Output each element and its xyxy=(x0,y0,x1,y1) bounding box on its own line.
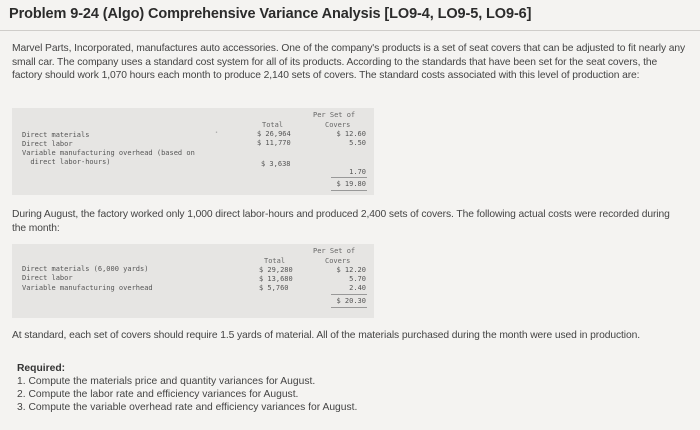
row-total-materials: $ 26,964 xyxy=(257,130,291,138)
row-label-overhead-cont: direct labor-hours) xyxy=(22,158,111,166)
per-set-header-1: Per Set of xyxy=(313,111,356,119)
total-rule xyxy=(331,307,367,308)
problem-title: Problem 9-24 (Algo) Comprehensive Variance Analysis [LO9-4, LO9-5, LO9-6] xyxy=(9,6,532,22)
required-section xyxy=(17,362,357,414)
row-per-labor: 5.50 xyxy=(349,139,366,147)
required-item-3: 3. Compute the variable overhead rate and efficiency variances for August. xyxy=(17,402,358,413)
per-set-total: $ 20.30 xyxy=(336,297,366,305)
row-label-overhead: Variable manufacturing overhead xyxy=(22,284,153,292)
row-label-materials: Direct materials (6,000 yards) xyxy=(22,265,149,273)
row-label-overhead: Variable manufacturing overhead (based on xyxy=(22,149,195,157)
row-label-labor: Direct labor xyxy=(22,274,73,282)
row-total-overhead: $ 5,760 xyxy=(259,284,289,292)
august-paragraph: During August, the factory worked only 1,000 direct labor-hours and produced 2,400 sets of covers. The following actual costs were recorded during the month: xyxy=(12,209,670,234)
row-total-labor: $ 11,770 xyxy=(257,139,291,147)
subtotal-rule xyxy=(331,177,367,178)
dot-marker: • xyxy=(215,130,219,136)
row-label-labor: Direct labor xyxy=(22,140,73,148)
row-per-overhead: 1.70 xyxy=(349,168,366,176)
per-set-header-1: Per Set of xyxy=(313,247,356,255)
required-heading: Required: xyxy=(17,363,66,374)
row-per-overhead: 2.40 xyxy=(349,284,366,292)
standard-cost-table xyxy=(12,108,374,195)
per-set-total: $ 19.80 xyxy=(336,180,366,188)
required-item-1: 1. Compute the materials price and quantity variances for August. xyxy=(17,376,316,387)
actual-cost-table xyxy=(12,244,374,318)
row-label-materials: Direct materials xyxy=(22,131,90,139)
required-item-2: 2. Compute the labor rate and efficiency variances for August. xyxy=(17,389,299,400)
row-per-labor: 5.70 xyxy=(349,275,366,283)
subtotal-rule xyxy=(331,294,367,295)
row-total-overhead: $ 3,638 xyxy=(261,160,291,168)
row-per-materials: $ 12.20 xyxy=(336,266,366,274)
total-header: Total xyxy=(262,121,284,129)
per-set-header-2: Covers xyxy=(325,257,351,265)
per-set-header-2: Covers xyxy=(325,121,351,129)
row-total-materials: $ 29,280 xyxy=(259,266,293,274)
row-total-labor: $ 13,680 xyxy=(259,275,293,283)
intro-paragraph: Marvel Parts, Incorporated, manufactures auto accessories. One of the company's products is a set of seat covers that can be adjusted to fit nearly any small car. The company uses a standard cost system for all of its products. According to the standards that have been set for the seat covers, the factory should work 1,070 hours each month to produce 2,140 sets of covers. The standard costs associated with this level of production are: xyxy=(12,43,686,81)
total-header: Total xyxy=(264,257,286,265)
row-per-materials: $ 12.60 xyxy=(336,130,366,138)
title-divider xyxy=(0,30,700,31)
standard-paragraph: At standard, each set of covers should require 1.5 yards of material. All of the materials purchased during the month were used in production. xyxy=(12,330,640,341)
total-rule xyxy=(331,190,367,191)
